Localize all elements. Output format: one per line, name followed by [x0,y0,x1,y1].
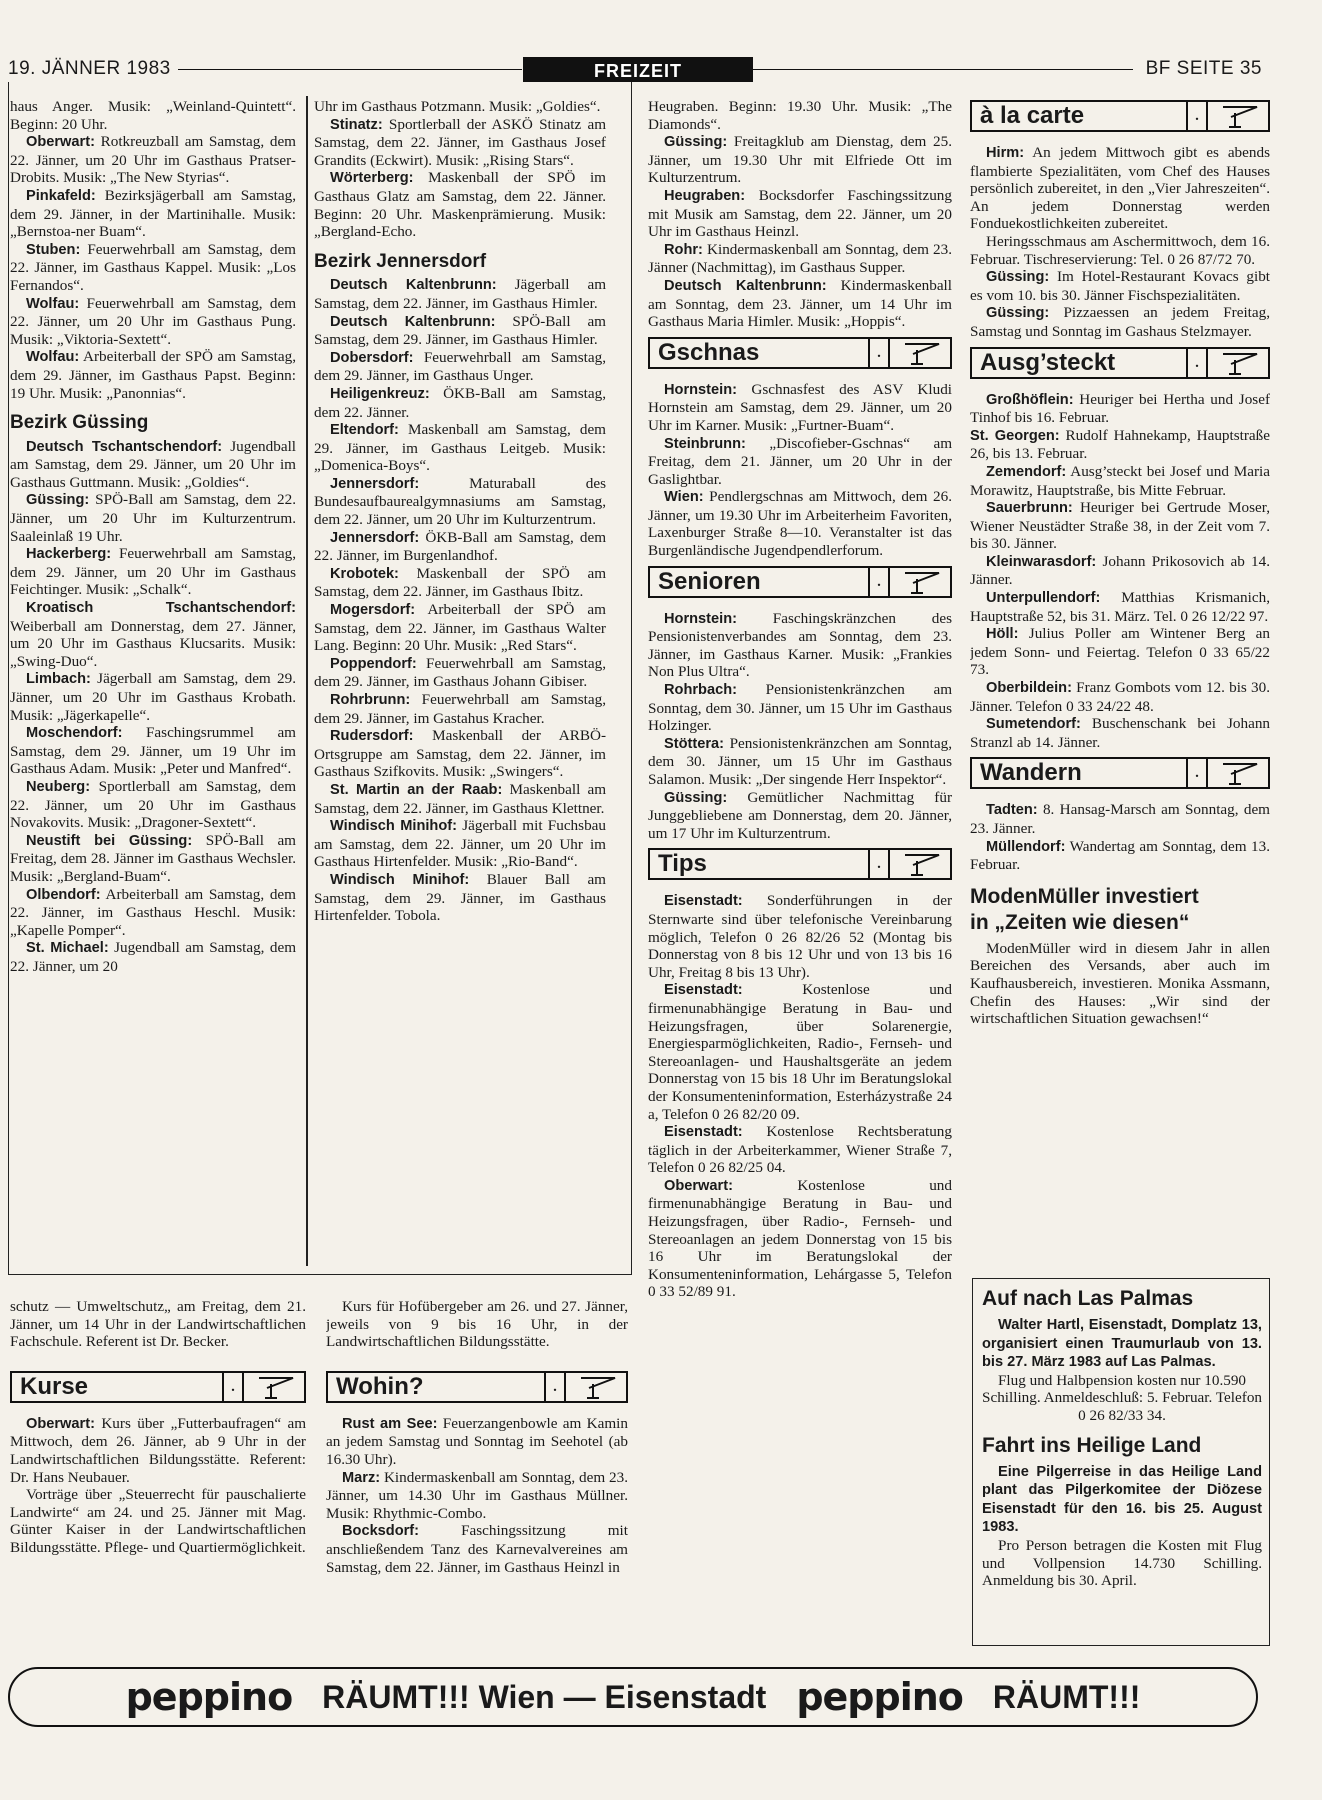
event [10,939,296,975]
event-text: Kurs über „Futterbaufragen“ am Mittwoch, dem 26. Jänner, ab 9 Uhr in der Landwirtschaftlichen Bildungsstätte. Referent: Dr. Hans Neubauer. [10,1414,306,1486]
dot-icon: . [546,1373,566,1401]
event-place: Tadten: [986,802,1038,819]
event-text: Rudolf Hahnekamp, Hauptstraße 26, bis 13. Februar. [970,426,1270,463]
event-place: Großhöflein: [986,391,1074,408]
event-place: Rohr: [664,241,703,258]
tips-tag [648,848,952,880]
brand-logo: peppino [125,1675,293,1719]
event-text: Pensionistenkränzchen am Sonntag, dem 30. Jänner, um 15 Uhr im Gasthaus Holzinger. [648,681,952,735]
event-place: Stöttera: [664,735,724,752]
event-text: Faschingssitzung mit anschließendem Tanz des Karnevalvereines am Samstag, dem 22. Jänner, im Gasthaus Heinzl in [326,1522,628,1576]
event-place: Wien: [664,489,704,506]
tag-label: à la carte [972,102,1188,130]
event-place: Güssing: [664,789,728,806]
event-text: Arbeiterball der SPÖ am Samstag, dem 22. Jänner, im Gasthaus Walter Lang. Beginn: 20 Uhr. Musik: „Red Stars“. [314,601,606,655]
event-text: Franz Gombots vom 12. bis 30. Jänner. Telefon 0 33 24/22 48. [970,679,1270,715]
event-place: Hornstein: [664,610,737,627]
event [314,313,606,349]
event-text: Gschnasfest des ASV Kludi Hornstein am Samstag, dem 29. Jänner, um 20 Uhr im Karner. Musik: „Furtner-Buam“. [648,380,952,434]
event-place: Oberbildein: [986,680,1072,697]
event-place: Steinbrunn: [664,435,746,452]
event [970,391,1270,427]
event [970,589,1270,625]
event [970,499,1270,553]
event-text: Maskenball der SPÖ im Gasthaus Glatz am Samstag, dem 22. Jänner. Beginn: 20 Uhr. Maskenprämierung. Musik: „Bergland-Echo. [314,169,606,241]
event [10,886,296,940]
event-text: Maskenball am Samstag, dem 29. Jänner, im Gasthaus Leitgeb. Musik: „Domenica-Boys“. [314,421,606,475]
event-place: Heugraben: [664,187,746,204]
glass-icon [1208,102,1268,130]
column-4 [970,98,1270,1273]
article-lead [982,1316,1262,1372]
glass-icon [890,568,950,596]
event-place: Güssing: [26,492,90,509]
event-text: Kostenlose Rechtsberatung täglich in der Arbeiterkammer, Wiener Straße 7, Telefon 0 26 82/25 04. [648,1123,952,1177]
event [314,691,606,727]
event-place: Wörterberg: [330,170,414,187]
event [648,435,952,489]
event-text: Jugendball am Samstag, dem 29. Jänner, um 20 Uhr im Gasthaus Guttmann. Musik: „Goldies“. [10,437,296,491]
event-text: Feuerwehrball am Samstag, dem 29. Jänner, im Gasthaus Johann Gibiser. [314,654,606,691]
event-text: Sportlerball am Samstag, dem 22. Jänner, um 20 Uhr im Gasthaus Novakovits. Musik: „Dragoner-Sextett“. [10,777,296,832]
glass-icon [1208,759,1268,787]
event-text: Jägerball am Samstag, dem 29. Jänner, um 20 Uhr im Gasthaus Krobath. Musik: „Jägerkapelle“. [10,670,296,724]
bottom-column-2 [326,1298,628,1658]
event-text: An jedem Mittwoch gibt es abends flambierte Spezialitäten, vom Chef des Hauses persönlich zubereitet, in den „Vier Jahreszeiten“. An jedem Donnerstag werden Fonduekostlichkeiten zubereitet. [970,144,1270,233]
tag-label: Tips [650,850,870,878]
event-text: Maturaball des Bundesaufbaurealgymnasiums am Samstag, dem 22. Jänner, um 20 Uhr im Kulturzentrum. [314,474,606,529]
event-text: Jägerball mit Fuchsbau am Samstag, dem 22. Jänner, um 20 Uhr im Gasthaus Hirtenfelder. Musik: „Rio-Band“. [314,817,606,871]
event-place: Oberwart: [26,134,95,151]
event-text: Julius Poller am Wintener Berg an jedem Sonn- und Feiertag. Telefon 0 33 65/22 73. [970,625,1270,679]
event [326,1522,628,1576]
paragraph: schutz — Umweltschutz„ am Freitag, dem 21. Jänner, um 14 Uhr in der Landwirtschaftlichen Fachschule. Referent ist Dr. Becker. [10,1298,306,1351]
event-text: ÖKB-Ball am Samstag, dem 22. Jänner, im Burgenlandhof. [314,528,606,565]
event-place: Hackerberg: [26,546,112,563]
event [10,670,296,724]
paragraph: Heringsschmaus am Aschermittwoch, dem 16. Februar. Tischreservierung: Tel. 0 26 87/72 70. [970,232,1270,268]
dot-icon: . [1188,102,1208,130]
event-text: Bezirksjägerball am Samstag, dem 29. Jänner, in der Martinihalle. Musik: „Bernstoa-ner Buam“. [10,186,296,241]
article-title-line: in „Zeiten wie diesen“ [970,910,1190,934]
article-text: Pro Person betragen die Kosten mit Flug und Vollpension 14.730 Schilling. Anmeldung bis 30. April. [982,1536,1262,1590]
tag-label: Wohin? [328,1373,546,1401]
ad-text: RÄUMT!!! [992,1678,1141,1715]
bottom-column-1 [10,1298,306,1658]
kurse-tag [10,1371,306,1403]
event-place: Neustift bei Güssing: [26,832,193,849]
event [314,781,606,817]
event [10,545,296,599]
event-place: Olbendorf: [26,886,101,903]
event-text: Feuerwehrball am Samstag, dem 22. Jänner, im Gasthaus Kappel. Musik: „Los Fernandos“. [10,240,296,294]
event-text: Maskenball am Samstag, dem 22. Jänner, im Gasthaus Klettner. [314,780,606,817]
tag-label: Ausg’steckt [972,349,1188,377]
event-place: Jennersdorf: [330,529,420,546]
event [10,599,296,670]
ad-banner [8,1667,1258,1727]
event [648,789,952,843]
event [970,679,1270,715]
event-text: Wandertag am Sonntag, dem 13. Februar. [970,837,1270,874]
event [314,116,606,170]
paragraph: Vorträge über „Steuerrecht für pauschalierte Landwirte“ am 24. und 25. Jänner mit Mag. Günter Kaiser in der Landwirtschaftlichen Bildungsstätte. Pflege- und Quartiermöglichkeit. [10,1486,306,1556]
event-place: Dobersdorf: [330,349,414,366]
event [970,553,1270,589]
event-text: SPÖ-Ball am Samstag, dem 22. Jänner, um 20 Uhr im Kulturzentrum. Saaleinlaß 19 Uhr. [10,491,296,545]
event-text: Rotkreuzball am Samstag, dem 22. Jänner, um 20 Uhr im Gasthaus Pratser-Drobits. Musik: „The New Styrias“. [10,133,296,187]
event-text: Pizzaessen an jedem Freitag, Samstag und Sonntag im Gashaus Stelzmayer. [970,304,1270,340]
event-place: Eltendorf: [330,422,399,439]
event-place: Deutsch Kaltenbrunn: [330,313,496,330]
tag-label: Senioren [650,568,870,596]
glass-icon [890,850,950,878]
event [970,838,1270,874]
event [970,144,1270,233]
event [314,727,606,781]
event [314,385,606,421]
event-place: St. Martin an der Raab: [330,781,503,798]
event-place: Rudersdorf: [330,728,414,745]
paragraph: Heugraben. Beginn: 19.30 Uhr. Musik: „The Diamonds“. [648,98,952,133]
event-place: Höll: [986,626,1019,643]
event-place: Sumetendorf: [986,716,1081,733]
ausgsteckt-tag [970,347,1270,379]
event [314,475,606,529]
event-text: Kostenlose und firmenunabhängige Beratung in Bau- und Heizungsfragen, über Solarenergie, Energiesparmöglichkeiten, Radio-, Fernseh- und Stereoanlagen- und Haushaltsgeräte an jedem Donnerstag von 15 bis 18 Uhr im Beratungslokal der Konsumenteninformation, Esterházystraße 24 a, Telefon 0 26 82/20 09. [648,981,952,1123]
dot-icon: . [870,568,890,596]
event-place: Jennersdorf: [330,475,420,492]
event [10,438,296,492]
event [648,735,952,789]
event-place: Güssing: [986,269,1050,286]
event [314,655,606,691]
event-text: Weiberball am Donnerstag, dem 27. Jänner, um 20 Uhr im Gasthaus Klucsarits. Musik: „Swing-Duo“. [10,617,296,670]
event-place: Wolfau: [26,295,80,312]
event [314,817,606,871]
event-place: Rust am See: [342,1415,438,1432]
event-text: Feuerwehrball am Samstag, dem 22. Jänner, um 20 Uhr im Gasthaus Pung. Musik: „Viktoria-Sextett“. [10,294,296,348]
article-text: ModenMüller wird in diesem Jahr in allen Bereichen des Versands, aber auch im Kaufhausbereich, investieren. Monika Assmann, Chefin des Hauses: „Wir sind der wirtschaftlichen Situation gewachsen!“ [970,939,1270,1028]
event-text: Ausg’steckt bei Josef und Maria Morawitz, Hauptstraße, bis Mitte Februar. [970,462,1270,499]
column-3 [648,98,952,1658]
event-text: Arbeiterball der SPÖ am Samstag, dem 29. Jänner, im Gasthaus Papst. Beginn: 19 Uhr. Musik: „Panonnias“. [10,348,296,402]
article-title: Fahrt ins Heilige Land [982,1433,1202,1457]
page-number: BF SEITE 35 [1145,58,1262,79]
travel-box-content [982,1282,1262,1638]
event-place: Eisenstadt: [664,982,743,999]
event-text: Heuriger bei Gertrude Moser, Wiener Neustädter Straße 38, in der Zeit vom 7. bis 30. Jänner. [970,499,1270,553]
section-heading: Bezirk Güssing [10,412,149,434]
event-text: Pensionistenkränzchen am Sonntag, dem 30. Jänner, um 15 Uhr im Gasthaus Salamon. Musik: „Der singende Herr Inspektor“. [648,734,952,788]
event [648,187,952,241]
event-text: Arbeiterball am Samstag, dem 22. Jänner, im Gasthaus Heschl. Musik: „Kapelle Pomper“. [10,885,296,939]
event-place: Mogersdorf: [330,602,416,619]
event [648,610,952,681]
wohin-tag [326,1371,628,1403]
event-place: Eisenstadt: [664,893,743,910]
glass-icon [1208,349,1268,377]
wandern-tag [970,757,1270,789]
event-text: Kindermaskenball am Sonntag, dem 23. Jänner (Nachmittag), im Gasthaus Supper. [648,240,952,277]
event [10,133,296,187]
article-lead-text: Walter Hartl, Eisenstadt, Domplatz 13, organisiert einen Traumurlaub von 13. bis 27. März 1983 auf Las Palmas. [982,1317,1262,1371]
event-text: Sonderführungen in der Sternwarte sind über telefonische Vereinbarung möglich, Telefon 0 26 82/26 52 (Montag bis Donnerstag von 8 bis 12 Uhr und von 13 bis 16 Uhr, Freitag 8 bis 13 Uhr). [648,892,952,981]
event [314,421,606,475]
event-place: Pinkafeld: [26,187,96,204]
dot-icon: . [1188,349,1208,377]
event [10,187,296,241]
event-text: Kindermaskenball am Sonntag, dem 23. Jänner, um 14.30 Uhr im Gasthaus Müllner. Musik: Rhythmic-Combo. [326,1468,628,1522]
event [326,1469,628,1523]
event [314,871,606,925]
event-place: Oberwart: [26,1415,95,1432]
event-text: Kostenlose und firmenunabhängige Beratung in Bau- und Heizungsfragen, über Radio-, Fernseh- und Stereoanlagen an jedem Donnerstag von 15 bis 16 Uhr im Beratungslokal der Konsumenteninformation, Lehárgasse 5, Telefon 0 33 52/89 91. [648,1176,952,1301]
dot-icon: . [224,1373,244,1401]
event [314,529,606,565]
event-place: Stinatz: [330,116,383,133]
glass-icon [244,1373,304,1401]
event [326,1415,628,1469]
event-text: Kindermaskenball am Sonntag, dem 23. Jänner, um 14 Uhr im Gasthaus Maria Himler. Musik: „Hoppis“. [648,276,952,331]
event-place: Windisch Minihof: [330,871,470,888]
event [10,348,296,402]
event [648,381,952,435]
event-place: Poppendorf: [330,655,417,672]
event-place: Müllendorf: [986,838,1066,855]
event-place: Rohrbrunn: [330,692,411,708]
glass-icon [566,1373,626,1401]
issue-date: 19. JÄNNER 1983 [8,58,171,79]
event [10,832,296,886]
column-1 [10,98,296,1270]
section-heading: Bezirk Jennersdorf [314,250,487,272]
event-place: Sauerbrunn: [986,500,1073,517]
event-text: Jägerball am Samstag, dem 22. Jänner, im Gasthaus Himler. [314,276,606,312]
event-text: Faschingsrummel am Samstag, dem 29. Jänner, um 19 Uhr im Gasthaus Adam. Musik: „Peter und Manfred“. [10,724,296,778]
dot-icon: . [870,339,890,367]
event-text: Faschingskränzchen des Pensionistenverbandes am Sonntag, dem 23. Jänner, im Gasthaus Karner. Musik: „Frankies Non Plus Ultra“. [648,609,952,681]
event [648,277,952,331]
event [648,241,952,277]
senioren-tag [648,566,952,598]
event-place: Kroatisch Tschantschendorf: [26,600,296,617]
section-title: FREIZEIT [523,57,753,82]
article-title-line: ModenMüller investiert [970,884,1199,908]
event-place: Eisenstadt: [664,1124,743,1141]
event-text: Matthias Krismanich, Hauptstraße 52, bis 31. März. Tel. 0 26 12/22 97. [970,589,1270,625]
article-lead-text: Eine Pilgerreise in das Heilige Land plant das Pilgerkomitee der Diözese Eisenstadt für den 16. bis 25. August 1983. [982,1463,1262,1536]
dot-icon: . [1188,759,1208,787]
event-place: Güssing: [664,134,728,151]
paragraph: haus Anger. Musik: „Weinland-Quintett“. Beginn: 20 Uhr. [10,98,296,133]
event-place: Wolfau: [26,349,80,366]
event [314,565,606,601]
event-text: Freitagklub am Dienstag, dem 25. Jänner, um 19.30 Uhr mit Elfriede Ott im Kulturzentrum. [648,133,952,187]
event-place: Kleinwarasdorf: [986,553,1097,570]
event-text: 8. Hansag-Marsch am Sonntag, dem 23. Jänner. [970,801,1270,837]
event-place: Deutsch Kaltenbrunn: [330,277,497,294]
event-text: Feuerzangenbowle am Kamin an jedem Samstag und Sonntag im Seehotel (ab 16.30 Uhr). [326,1414,628,1468]
event [648,1177,952,1301]
event-place: Deutsch Kaltenbrunn: [664,277,827,294]
event-text: Heuriger bei Hertha und Josef Tinhof bis 16. Februar. [970,390,1270,427]
event [970,463,1270,499]
tag-label: Wandern [972,759,1188,787]
event-text: Jugendball am Samstag, dem 22. Jänner, um 20 [10,939,296,975]
event-place: Krobotek: [330,565,399,582]
glass-icon [890,339,950,367]
event-text: Blauer Ball am Samstag, dem 29. Jänner, im Gasthaus Hirtenfelder. Tobola. [314,870,606,925]
event-text: Feuerwehrball am Samstag, dem 29. Jänner, im Gastahus Kracher. [314,691,606,727]
paragraph: Uhr im Gasthaus Potzmann. Musik: „Goldies“. [314,98,601,115]
event-text: SPÖ-Ball am Samstag, dem 29. Jänner, im Gasthaus Himler. [314,312,606,349]
event [648,892,952,981]
tag-label: Gschnas [650,339,870,367]
event [314,276,606,312]
event [970,715,1270,751]
event [10,491,296,545]
event [970,625,1270,679]
event-text: Gemütlicher Nachmittag für Junggebliebene am Donnerstag, dem 20. Jänner, um 17 Uhr im Kulturzentrum. [648,788,952,842]
brand-logo: peppino [796,1675,963,1719]
event-place: Deutsch Tschantschendorf: [26,438,223,455]
event-text: Sportlerball der ASKÖ Stinatz am Samstag, dem 22. Jänner, im Gasthaus Josef Grandits (Eckwirt). Musik: „Rising Stars“. [314,115,606,169]
tag-label: Kurse [12,1373,224,1401]
event [10,778,296,832]
event-place: Hirm: [986,145,1025,161]
event [314,169,606,240]
event-place: Windisch Minihof: [330,818,457,835]
event [10,724,296,778]
event-text: Johann Prikosovich ab 14. Jänner. [970,552,1270,589]
header-rule-right [753,69,1133,70]
article-text: Flug und Halbpension kosten nur 10.590 Schilling. Anmeldeschluß: 5. Februar. Telefon 0 26 82/33 34. [982,1371,1262,1424]
event-place: Unterpullendorf: [986,590,1101,607]
event-text: Maskenball der SPÖ am Samstag, dem 22. Jänner, im Gasthaus Ibitz. [314,564,606,601]
event-place: St. Michael: [26,940,109,957]
event-text: Im Hotel-Restaurant Kovacs gibt es vom 10. bis 30. Jänner Fischspezialitäten. [970,268,1270,304]
event [648,681,952,735]
event-place: Rohrbach: [664,682,737,699]
dot-icon: . [870,850,890,878]
event-text: Bocksdorfer Faschingssitzung mit Musik am Samstag, dem 22. Jänner, um 20 Uhr im Gasthaus Heinzl. [648,186,952,241]
event-text: Pendlergschnas am Mittwoch, dem 26. Jänner, um 19.30 Uhr im Arbeiterheim Favoriten, Laxenburger Straße 8—10. Veranstalter ist das Burgenländische Jugendpendlerforum. [648,488,952,560]
event-text: Maskenball der ARBÖ-Ortsgruppe am Samstag, dem 22. Jänner, im Gasthaus Szifkovits. Musik: „Swingers“. [314,727,606,781]
article-title: Auf nach Las Palmas [982,1287,1194,1310]
event-place: Güssing: [986,305,1050,322]
event-place: Hornstein: [664,381,737,398]
event-text: SPÖ-Ball am Freitag, dem 28. Jänner im Gasthaus Wechsler. Musik: „Bergland-Buam“. [10,831,296,885]
event-place: Zemendorf: [986,463,1067,480]
event [648,133,952,187]
event-text: Feuerwehrball am Samstag, dem 29. Jänner, im Gasthaus Unger. [314,348,606,385]
event-place: Stuben: [26,241,81,258]
event-text: Feuerwehrball am Samstag, dem 29. Jänner, um 20 Uhr im Gasthaus Feichtinger. Musik: „Schalk“. [10,545,296,599]
event [314,349,606,385]
event [648,981,952,1123]
column-2 [314,98,606,1270]
event [10,241,296,295]
event [970,427,1270,463]
event [10,1415,306,1486]
alacarte-tag [970,100,1270,132]
event-place: Marz: [342,1469,381,1486]
gschnas-tag [648,337,952,369]
event-place: Moschendorf: [26,725,123,742]
event-text: „Discofieber-Gschnas“ am Freitag, dem 21. Jänner, um 20 Uhr in der Gaslightbar. [648,434,952,488]
article-lead [982,1463,1262,1537]
event [970,304,1270,340]
event-place: Heiligenkreuz: [330,385,430,402]
column-divider [306,96,308,1266]
event-text: Buschenschank bei Johann Stranzl ab 14. Jänner. [970,715,1270,751]
event [970,268,1270,304]
event [648,1123,952,1177]
event [314,601,606,655]
article-title [970,884,1270,936]
event-text: ÖKB-Ball am Samstag, dem 22. Jänner. [314,384,606,421]
header-rule-left [178,69,522,70]
event [970,801,1270,837]
paragraph: Kurs für Hofübergeber am 26. und 27. Jänner, jeweils von 9 bis 16 Uhr, in der Landwirtschaftlichen Bildungsstätte. [326,1298,628,1351]
event-place: St. Georgen: [970,427,1060,444]
event-place: Limbach: [26,671,91,688]
event-place: Neuberg: [26,778,91,795]
event-place: Oberwart: [664,1177,733,1194]
event-place: Bocksdorf: [342,1523,420,1540]
ad-text: RÄUMT!!! Wien — Eisenstadt [322,1678,767,1715]
event [648,488,952,559]
event [10,295,296,349]
